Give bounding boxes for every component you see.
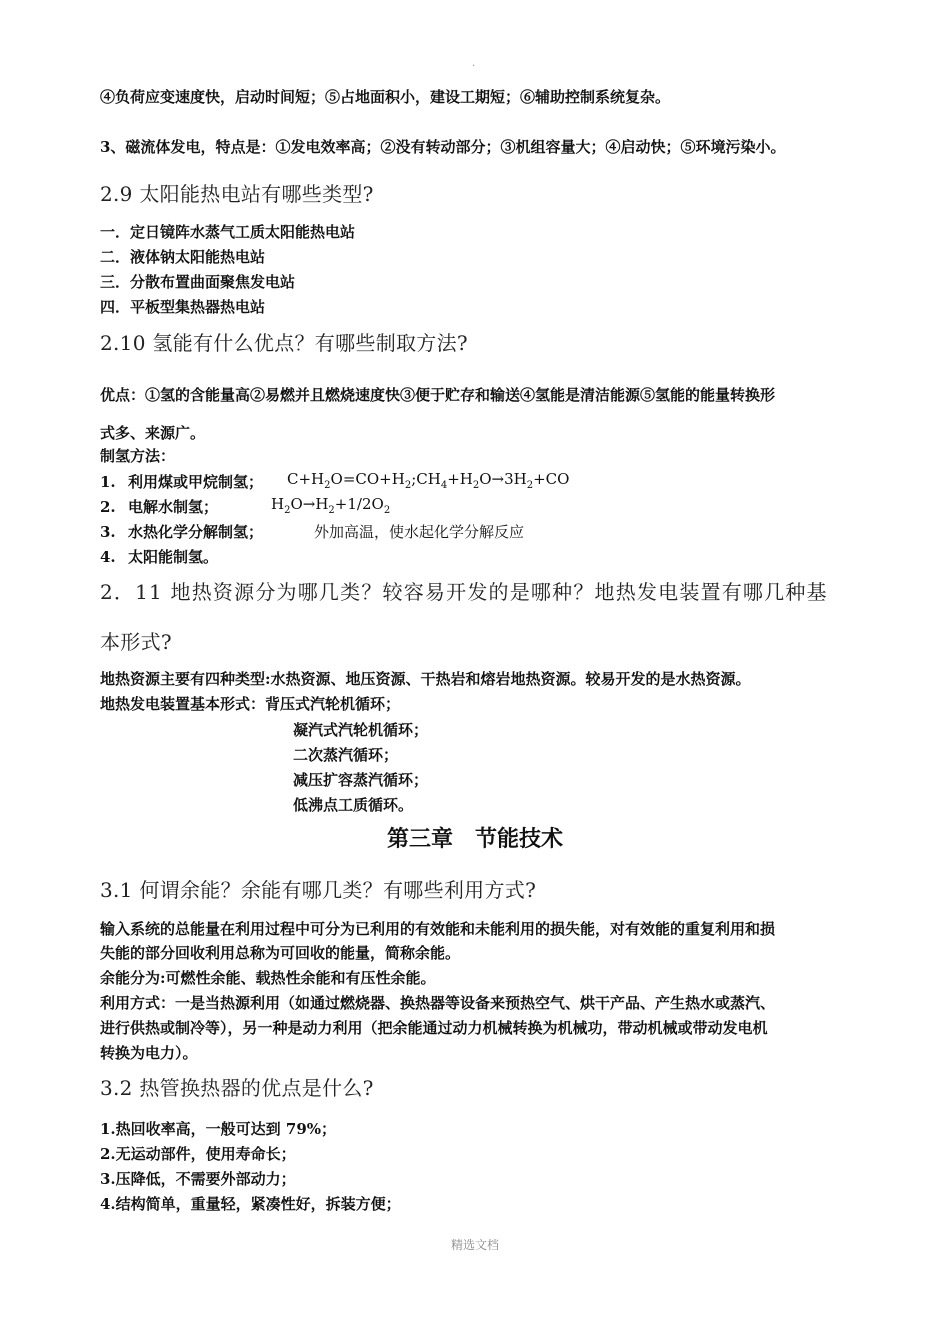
utilization-line2: 进行供热或制冷等），另一种是动力利用（把余能通过动力机械转换为机械功，带动机械或带动发电机 (100, 1019, 768, 1037)
paragraph-mhd-features: 3、磁流体发电，特点是：①发电效率高；②没有转动部分；③机组容量大；④启动快；⑤环境污染小。 (100, 138, 786, 156)
method-text: 利用煤或甲烷制氢； (128, 473, 264, 491)
geothermal-types: 地热资源主要有四种类型:水热资源、地压资源、干热岩和熔岩地热资源。较易开发的是水热资源。 (100, 670, 751, 688)
heat-pipe-item: 4.结构简单，重量轻，紧凑性好，拆装方便； (100, 1195, 401, 1213)
heading-2-9: 2.9 太阳能热电站有哪些类型? (100, 182, 374, 206)
heading-2-10: 2.10 氢能有什么优点？有哪些制取方法? (100, 331, 468, 355)
geothermal-form-item: 凝汽式汽轮机循环； (293, 721, 429, 739)
hydrogen-advantages-line2: 式多、来源广。 (100, 424, 206, 442)
list-number: 2. (100, 498, 116, 516)
heat-pipe-item: 1.热回收率高，一般可达到 79%； (100, 1120, 337, 1138)
surplus-energy-definition-line1: 输入系统的总能量在利用过程中可分为已利用的有效能和未能利用的损失能，对有效能的重复利用和损 (100, 920, 776, 938)
utilization-line1: 利用方式：一是当热源利用（如通过燃烧器、换热器等设备来预热空气、烘干产品、产生热水或蒸汽、 (100, 994, 776, 1012)
formula-thermochemical: 外加高温，使水起化学分解反应 (314, 523, 525, 541)
hydrogen-advantages-line1: 优点：①氢的含能量高②易燃并且燃烧速度快③便于贮存和输送④氢能是清洁能源⑤氢能的能量转换形 (100, 386, 776, 404)
utilization-line3: 转换为电力）。 (100, 1044, 198, 1062)
geothermal-forms-intro: 地热发电装置基本形式：背压式汽轮机循环； (100, 695, 401, 713)
solar-type-item: 四．平板型集热器热电站 (100, 298, 266, 316)
heading-2-11-line2: 本形式? (100, 630, 172, 654)
list-number: 3. (100, 523, 116, 541)
list-number: 1. (100, 473, 116, 491)
hydrogen-method-item (100, 521, 263, 543)
method-text: 太阳能制氢。 (128, 548, 219, 566)
hydrogen-methods-title: 制氢方法： (100, 447, 176, 465)
page-footer: 精选文档 (450, 1238, 499, 1252)
hydrogen-method-item (100, 546, 218, 568)
solar-type-item: 三．分散布置曲面聚焦发电站 (100, 273, 296, 291)
solar-type-item: 一．定日镜阵水蒸气工质太阳能热电站 (100, 223, 356, 241)
geothermal-form-item: 减压扩容蒸汽循环； (293, 771, 429, 789)
method-text: 电解水制氢； (128, 498, 219, 516)
paragraph-load-features: ④负荷应变速度快，启动时间短；⑤占地面积小，建设工期短；⑥辅助控制系统复杂。 (100, 88, 671, 106)
formula-electrolysis: $H_2O\to H_2+1/2O_2$ (271, 495, 391, 516)
method-text: 水热化学分解制氢； (128, 523, 264, 541)
hydrogen-method-item (100, 496, 218, 518)
solar-type-item: 二．液体钠太阳能热电站 (100, 248, 266, 266)
list-number: 4. (100, 548, 116, 566)
formula-coal-methane: $C+H_2O=CO+H_2;CH_4+H_2O\to 3H_2+CO$ (287, 470, 570, 491)
geothermal-form-item: 低沸点工质循环。 (293, 796, 414, 814)
hydrogen-method-item (100, 471, 263, 493)
heading-3-2: 3.2 热管换热器的优点是什么? (100, 1076, 374, 1100)
chapter-title: 第三章 节能技术 (386, 826, 563, 852)
heading-2-11-line1: 2．11 地热资源分为哪几类？较容易开发的是哪种？地热发电装置有哪几种基 (100, 580, 828, 604)
heat-pipe-item: 3.压降低，不需要外部动力； (100, 1170, 296, 1188)
surplus-energy-types: 余能分为:可燃性余能、载热性余能和有压性余能。 (100, 969, 436, 987)
surplus-energy-definition-line2: 失能的部分回收利用总称为可回收的能量，简称余能。 (100, 944, 461, 962)
heat-pipe-item: 2.无运动部件，使用寿命长； (100, 1145, 296, 1163)
geothermal-form-item: 二次蒸汽循环； (293, 746, 399, 764)
top-mark: . (472, 58, 476, 69)
heading-3-1: 3.1 何谓余能？余能有哪几类？有哪些利用方式? (100, 878, 537, 902)
